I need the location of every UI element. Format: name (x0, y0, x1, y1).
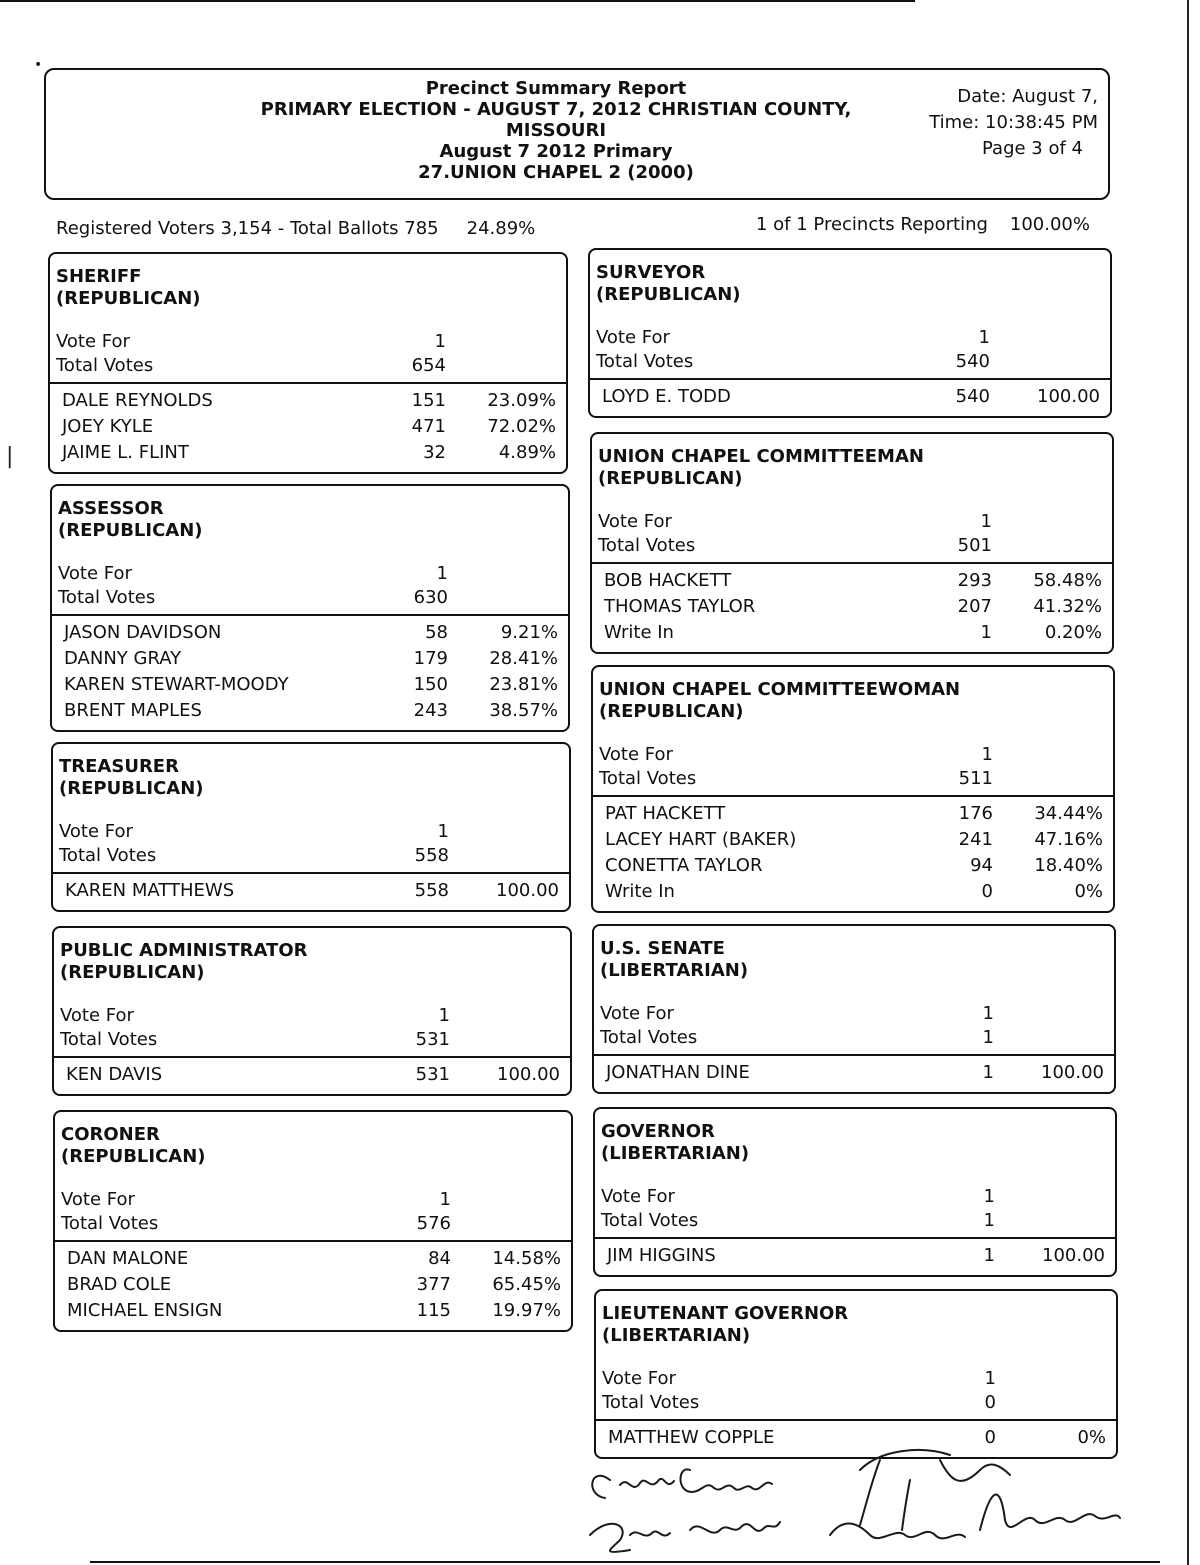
race-governor (593, 1107, 1117, 1277)
race-public-administrator (52, 926, 572, 1096)
candidate-name: KAREN MATTHEWS (65, 880, 235, 901)
vote-for-value: 1 (434, 331, 446, 352)
election-subtitle: August 7 2012 Primary (439, 141, 673, 162)
vote-for-row (55, 1188, 571, 1212)
vote-for-value: 1 (981, 744, 993, 765)
candidate-percent: 14.58% (492, 1248, 561, 1269)
total-votes-label: Total Votes (58, 587, 156, 608)
vote-for-value: 1 (436, 563, 448, 584)
candidate-name: Write In (604, 622, 674, 643)
vote-for-value: 1 (984, 1368, 996, 1389)
race-meta (592, 510, 1112, 558)
candidate-name: THOMAS TAYLOR (604, 596, 756, 617)
race-assessor (50, 484, 570, 732)
candidate-votes: 151 (411, 390, 446, 411)
total-votes-label: Total Votes (60, 1029, 158, 1050)
total-votes-row (52, 586, 568, 610)
report-title-block (236, 78, 876, 183)
vote-for-label: Vote For (58, 563, 132, 584)
vote-for-row (54, 1004, 570, 1028)
report-header (44, 68, 1110, 200)
vote-for-label: Vote For (56, 331, 130, 352)
signature-3 (830, 1450, 1120, 1538)
candidate-percent: 47.16% (1034, 829, 1103, 850)
vote-for-row (593, 743, 1113, 767)
candidate-name: JOEY KYLE (62, 416, 154, 437)
candidate-votes: 150 (413, 674, 448, 695)
candidate-percent: 41.32% (1033, 596, 1102, 617)
page-edge (1187, 0, 1189, 1565)
turnout-percent: 24.89% (466, 218, 536, 239)
race-title: ASSESSOR (REPUBLICAN) (58, 498, 203, 541)
registered-voters: Registered Voters 3,154 - Total Ballots 785 (56, 218, 439, 239)
report-title: Precinct Summary Report (425, 78, 687, 99)
race-us-senate (592, 924, 1116, 1094)
candidate-percent: 23.09% (487, 390, 556, 411)
race-committeewoman (591, 665, 1115, 913)
race-meta (594, 1002, 1114, 1050)
candidate-name: BRAD COLE (67, 1274, 172, 1295)
candidate-row (52, 646, 568, 672)
total-votes-label: Total Votes (598, 535, 696, 556)
candidate-votes: 1 (982, 1062, 994, 1083)
candidate-votes: 179 (413, 648, 448, 669)
candidate-votes: 540 (955, 386, 990, 407)
vote-for-row (594, 1002, 1114, 1026)
candidate-name: BRENT MAPLES (64, 700, 202, 721)
candidate-row (592, 620, 1112, 646)
candidate-votes: 0 (981, 881, 993, 902)
candidate-percent: 0% (1077, 1427, 1106, 1448)
total-votes-value: 540 (955, 351, 990, 372)
vote-for-row (52, 562, 568, 586)
total-votes-row (53, 844, 569, 868)
total-votes-row (596, 1391, 1116, 1415)
candidate-name: JASON DAVIDSON (64, 622, 222, 643)
race-sheriff (48, 252, 568, 474)
candidate-row (52, 672, 568, 698)
candidate-name: KAREN STEWART-MOODY (64, 674, 289, 695)
candidate-row (594, 1060, 1114, 1086)
candidate-name: CONETTA TAYLOR (605, 855, 763, 876)
race-coroner (53, 1110, 573, 1332)
total-votes-value: 0 (984, 1392, 996, 1413)
candidate-list (590, 380, 1110, 416)
candidate-percent: 18.40% (1034, 855, 1103, 876)
total-votes-row (594, 1026, 1114, 1050)
precinct-name: 27.UNION CHAPEL 2 (2000) (418, 162, 694, 183)
race-title: UNION CHAPEL COMMITTEEMAN (REPUBLICAN) (598, 446, 924, 489)
candidate-votes: 243 (413, 700, 448, 721)
vote-for-label: Vote For (602, 1368, 676, 1389)
total-votes-label: Total Votes (61, 1213, 159, 1234)
report-time: Time: 10:38:45 PM (929, 112, 1098, 133)
race-title: SHERIFF (REPUBLICAN) (56, 266, 201, 309)
signature-1 (592, 1469, 772, 1498)
scan-mark: | (6, 444, 14, 469)
election-state: MISSOURI (505, 120, 607, 141)
total-votes-label: Total Votes (56, 355, 154, 376)
bottom-rule (90, 1561, 1160, 1563)
candidate-votes: 1 (980, 622, 992, 643)
candidate-name: MATTHEW COPPLE (608, 1427, 775, 1448)
total-votes-row (595, 1209, 1115, 1233)
report-date: Date: August 7, (957, 86, 1098, 107)
race-committeeman (590, 432, 1114, 654)
candidate-row (590, 384, 1110, 410)
total-votes-row (54, 1028, 570, 1052)
candidate-name: BOB HACKETT (604, 570, 732, 591)
race-title: TREASURER (REPUBLICAN) (59, 756, 204, 799)
candidate-votes: 471 (411, 416, 446, 437)
candidate-name: Write In (605, 881, 675, 902)
total-votes-value: 511 (958, 768, 993, 789)
total-votes-row (592, 534, 1112, 558)
candidate-row (592, 568, 1112, 594)
race-title: PUBLIC ADMINISTRATOR (REPUBLICAN) (60, 940, 308, 983)
race-meta (50, 330, 566, 378)
candidate-votes: 531 (415, 1064, 450, 1085)
race-title: SURVEYOR (REPUBLICAN) (596, 262, 741, 305)
vote-for-value: 1 (983, 1186, 995, 1207)
candidate-list (54, 1058, 570, 1094)
candidate-list (50, 384, 566, 472)
vote-for-label: Vote For (600, 1003, 674, 1024)
candidate-row (593, 827, 1113, 853)
race-meta (52, 562, 568, 610)
candidate-row (593, 853, 1113, 879)
total-votes-value: 576 (416, 1213, 451, 1234)
candidate-list (52, 616, 568, 730)
top-rule (0, 0, 915, 2)
vote-for-value: 1 (439, 1189, 451, 1210)
candidate-votes: 176 (958, 803, 993, 824)
total-votes-value: 501 (957, 535, 992, 556)
candidate-list (592, 564, 1112, 652)
scan-mark: • (34, 57, 43, 73)
vote-for-label: Vote For (596, 327, 670, 348)
candidate-percent: 23.81% (489, 674, 558, 695)
candidate-name: MICHAEL ENSIGN (67, 1300, 223, 1321)
vote-for-label: Vote For (61, 1189, 135, 1210)
candidate-row (50, 440, 566, 466)
candidate-row (592, 594, 1112, 620)
precincts-reporting: 1 of 1 Precincts Reporting (756, 214, 988, 235)
candidate-percent: 0.20% (1044, 622, 1102, 643)
candidate-percent: 100.00 (496, 880, 559, 901)
candidate-votes: 58 (425, 622, 448, 643)
candidate-votes: 0 (984, 1427, 996, 1448)
candidate-votes: 558 (414, 880, 449, 901)
total-votes-label: Total Votes (59, 845, 157, 866)
candidate-votes: 241 (958, 829, 993, 850)
vote-for-label: Vote For (59, 821, 133, 842)
candidate-name: DAN MALONE (67, 1248, 189, 1269)
candidate-percent: 38.57% (489, 700, 558, 721)
race-title: CORONER (REPUBLICAN) (61, 1124, 206, 1167)
election-name: PRIMARY ELECTION - AUGUST 7, 2012 CHRISTIAN COUNTY, (260, 99, 852, 120)
candidate-name: DALE REYNOLDS (62, 390, 213, 411)
report-meta (898, 84, 1098, 162)
signature-2 (590, 1522, 780, 1552)
race-meta (55, 1188, 571, 1236)
candidate-percent: 58.48% (1033, 570, 1102, 591)
precinct-summary (756, 214, 1090, 235)
vote-for-row (592, 510, 1112, 534)
candidate-name: KEN DAVIS (66, 1064, 163, 1085)
total-votes-label: Total Votes (601, 1210, 699, 1231)
vote-for-row (590, 326, 1110, 350)
candidate-name: LACEY HART (BAKER) (605, 829, 797, 850)
candidate-percent: 65.45% (492, 1274, 561, 1295)
race-title: U.S. SENATE (LIBERTARIAN) (600, 938, 749, 981)
candidate-row (55, 1246, 571, 1272)
total-votes-value: 1 (983, 1210, 995, 1231)
vote-for-value: 1 (980, 511, 992, 532)
total-votes-value: 558 (414, 845, 449, 866)
candidate-list (593, 797, 1113, 911)
total-votes-value: 531 (415, 1029, 450, 1050)
total-votes-value: 654 (411, 355, 446, 376)
candidate-row (52, 698, 568, 724)
candidate-percent: 0% (1074, 881, 1103, 902)
candidate-votes: 293 (957, 570, 992, 591)
vote-for-row (596, 1367, 1116, 1391)
candidate-percent: 100.00 (497, 1064, 560, 1085)
vote-for-value: 1 (978, 327, 990, 348)
vote-for-row (50, 330, 566, 354)
candidate-percent: 34.44% (1034, 803, 1103, 824)
vote-for-label: Vote For (599, 744, 673, 765)
race-meta (53, 820, 569, 868)
vote-for-row (53, 820, 569, 844)
candidate-name: JAIME L. FLINT (62, 442, 189, 463)
race-meta (590, 326, 1110, 374)
candidate-row (593, 801, 1113, 827)
ballot-summary (56, 218, 535, 239)
vote-for-label: Vote For (60, 1005, 134, 1026)
candidate-name: LOYD E. TODD (602, 386, 731, 407)
vote-for-value: 1 (438, 1005, 450, 1026)
candidate-row (52, 620, 568, 646)
candidate-percent: 4.89% (498, 442, 556, 463)
total-votes-value: 630 (413, 587, 448, 608)
candidate-percent: 100.00 (1037, 386, 1100, 407)
vote-for-value: 1 (437, 821, 449, 842)
candidate-percent: 100.00 (1041, 1062, 1104, 1083)
race-title: GOVERNOR (LIBERTARIAN) (601, 1121, 750, 1164)
race-meta (595, 1185, 1115, 1233)
candidate-percent: 100.00 (1042, 1245, 1105, 1266)
candidate-percent: 28.41% (489, 648, 558, 669)
candidate-percent: 9.21% (500, 622, 558, 643)
candidate-votes: 377 (416, 1274, 451, 1295)
total-votes-row (50, 354, 566, 378)
candidate-votes: 32 (423, 442, 446, 463)
candidate-row (50, 414, 566, 440)
total-votes-row (590, 350, 1110, 374)
candidate-row (50, 388, 566, 414)
total-votes-label: Total Votes (599, 768, 697, 789)
race-treasurer (51, 742, 571, 912)
total-votes-label: Total Votes (600, 1027, 698, 1048)
vote-for-value: 1 (982, 1003, 994, 1024)
candidate-list (53, 874, 569, 910)
candidate-votes: 115 (416, 1300, 451, 1321)
race-meta (593, 743, 1113, 791)
vote-for-label: Vote For (598, 511, 672, 532)
candidate-percent: 19.97% (492, 1300, 561, 1321)
candidate-list (55, 1242, 571, 1330)
candidate-row (55, 1298, 571, 1324)
race-surveyor (588, 248, 1112, 418)
total-votes-row (593, 767, 1113, 791)
total-votes-value: 1 (982, 1027, 994, 1048)
precincts-percent: 100.00% (1009, 214, 1090, 235)
race-title: LIEUTENANT GOVERNOR (LIBERTARIAN) (602, 1303, 849, 1346)
candidate-votes: 94 (970, 855, 993, 876)
candidate-votes: 84 (428, 1248, 451, 1269)
candidate-row (54, 1062, 570, 1088)
candidate-name: JONATHAN DINE (606, 1062, 750, 1083)
race-title: UNION CHAPEL COMMITTEEWOMAN (REPUBLICAN) (599, 679, 961, 722)
race-meta (596, 1367, 1116, 1415)
total-votes-label: Total Votes (602, 1392, 700, 1413)
candidate-list (595, 1239, 1115, 1275)
candidate-votes: 1 (983, 1245, 995, 1266)
vote-for-row (595, 1185, 1115, 1209)
race-meta (54, 1004, 570, 1052)
candidate-row (55, 1272, 571, 1298)
page-number: Page 3 of 4 (982, 138, 1083, 159)
candidate-row (595, 1243, 1115, 1269)
candidate-row (593, 879, 1113, 905)
vote-for-label: Vote For (601, 1186, 675, 1207)
candidate-list (594, 1056, 1114, 1092)
candidate-percent: 72.02% (487, 416, 556, 437)
candidate-name: DANNY GRAY (64, 648, 182, 669)
candidate-votes: 207 (957, 596, 992, 617)
candidate-name: PAT HACKETT (605, 803, 726, 824)
total-votes-row (55, 1212, 571, 1236)
candidate-row (53, 878, 569, 904)
candidate-name: JIM HIGGINS (607, 1245, 716, 1266)
race-lieutenant-governor (594, 1289, 1118, 1459)
total-votes-label: Total Votes (596, 351, 694, 372)
signatures (580, 1440, 1150, 1560)
